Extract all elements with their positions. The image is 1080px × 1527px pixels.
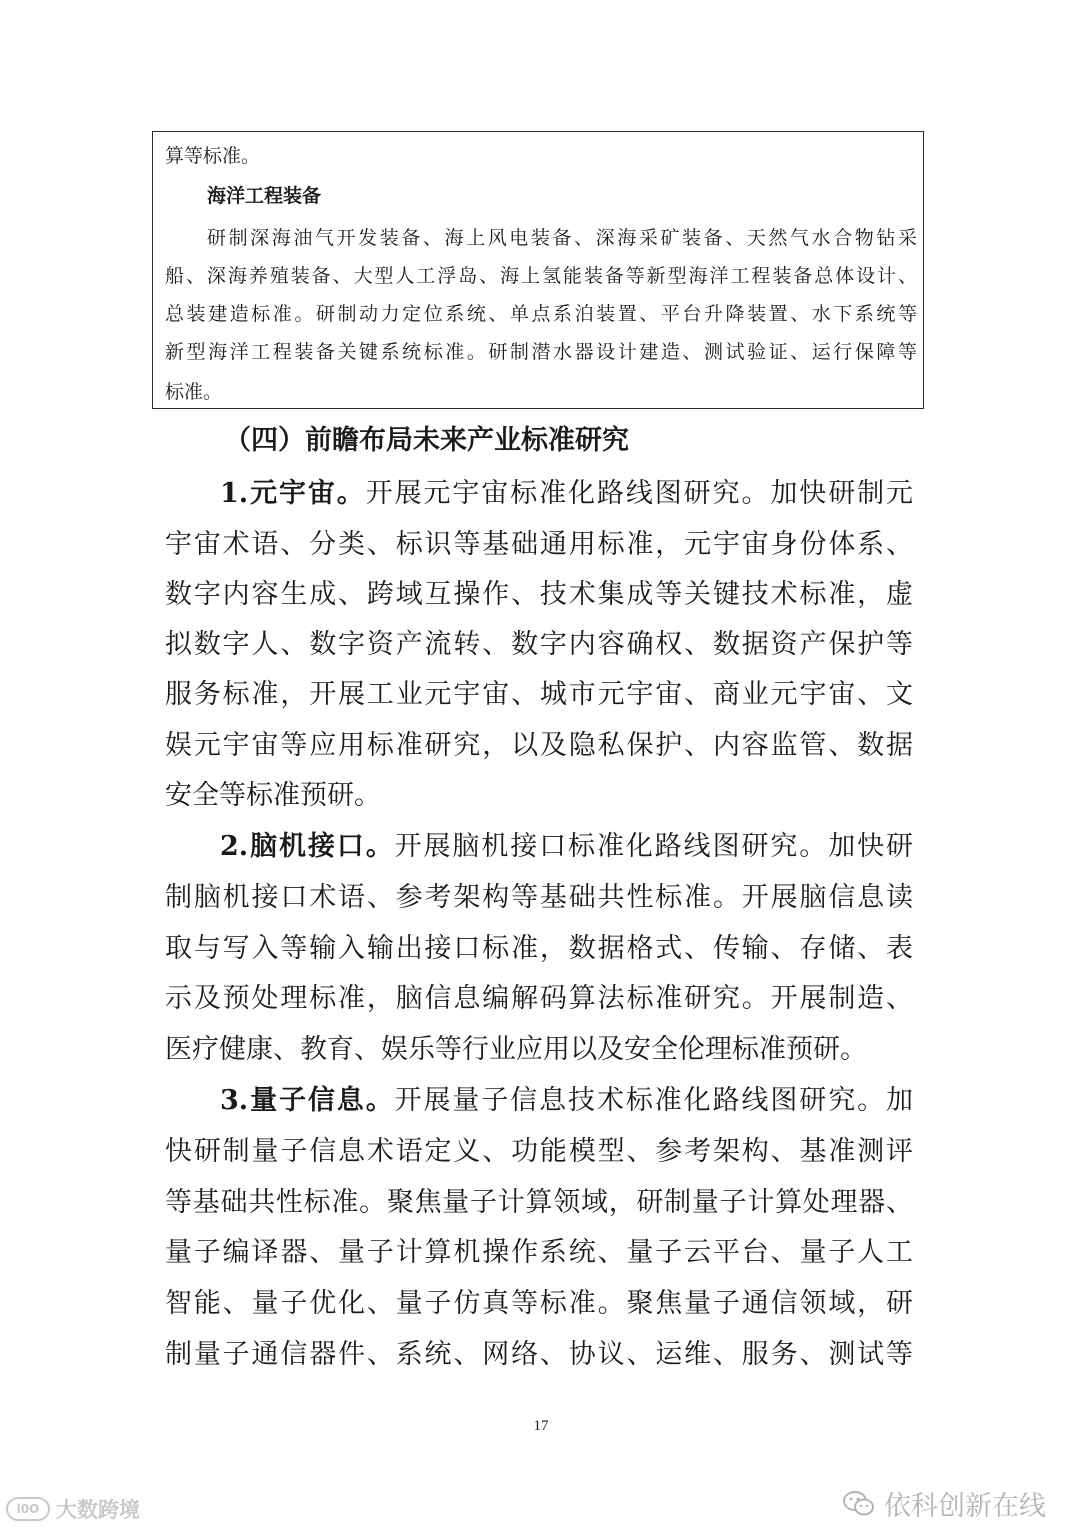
subsection-title: 2.脑机接口。 <box>220 831 395 862</box>
paragraph-line: 安全等标准预研。 <box>165 780 381 811</box>
paragraph-line: 服务标准，开展工业元宇宙、城市元宇宙、商业元宇宙、文 <box>165 679 913 710</box>
box-line: 总装建造标准。研制动力定位系统、单点系泊装置、平台升降装置、水下系统等 <box>165 303 917 325</box>
paragraph-line: 等基础共性标准。聚焦量子计算领域，研制量子计算处理器、 <box>165 1187 913 1218</box>
watermark-logo-icon: l0O <box>6 1497 50 1521</box>
box-line: 船、深海养殖装备、大型人工浮岛、海上氢能装备等新型海洋工程装备总体设计、 <box>165 265 917 287</box>
watermark-left <box>6 1494 140 1524</box>
paragraph-line: 医疗健康、教育、娱乐等行业应用以及安全伦理标准预研。 <box>165 1034 867 1065</box>
paragraph-line: 快研制量子信息术语定义、功能模型、参考架构、基准测评 <box>165 1136 913 1167</box>
paragraph-line: 数字内容生成、跨域互操作、技术集成等关键技术标准，虚 <box>165 579 913 610</box>
watermark-left-text: 大数跨境 <box>56 1498 140 1522</box>
paragraph-line: 2.脑机接口。开展脑机接口标准化路线图研究。加快研 <box>220 831 914 862</box>
paragraph-line: 制量子通信器件、系统、网络、协议、运维、服务、测试等 <box>165 1339 913 1370</box>
paragraph-line: 智能、量子优化、量子仿真等标准。聚焦量子通信领域，研 <box>165 1288 913 1319</box>
box-line: 标准。 <box>165 381 223 403</box>
box-line: 算等标准。 <box>165 145 261 167</box>
paragraph-line: 1.元宇宙。开展元宇宙标准化路线图研究。加快研制元 <box>220 478 914 509</box>
paragraph-line: 娱元宇宙等应用标准研究，以及隐私保护、内容监管、数据 <box>165 730 913 761</box>
watermark-right-text: 依科创新在线 <box>884 1491 1046 1522</box>
subsection-title: 1.元宇宙。 <box>220 478 366 509</box>
paragraph-line: 示及预处理标准，脑信息编解码算法标准研究。开展制造、 <box>165 983 913 1014</box>
box-heading: 海洋工程装备 <box>207 185 322 207</box>
paragraph-line: 取与写入等输入输出接口标准，数据格式、传输、存储、表 <box>165 933 913 964</box>
section-heading: （四）前瞻布局未来产业标准研究 <box>224 425 629 456</box>
paragraph-line: 宇宙术语、分类、标识等基础通用标准，元宇宙身份体系、 <box>165 529 913 560</box>
paragraph-line: 量子编译器、量子计算机操作系统、量子云平台、量子人工 <box>165 1237 913 1268</box>
page-number: 17 <box>533 1418 549 1434</box>
paragraph-line: 制脑机接口术语、参考架构等基础共性标准。开展脑信息读 <box>165 882 913 913</box>
subsection-title: 3.量子信息。 <box>220 1085 395 1116</box>
marine-equipment-box <box>152 131 924 409</box>
box-line: 研制深海油气开发装备、海上风电装备、深海采矿装备、天然气水合物钻采 <box>207 227 917 249</box>
wechat-icon <box>842 1490 876 1518</box>
paragraph-line: 拟数字人、数字资产流转、数字内容确权、数据资产保护等 <box>165 629 913 660</box>
watermark-right <box>842 1484 1046 1523</box>
paragraph-line: 3.量子信息。开展量子信息技术标准化路线图研究。加 <box>220 1085 914 1116</box>
box-line: 新型海洋工程装备关键系统标准。研制潜水器设计建造、测试验证、运行保障等 <box>165 341 917 363</box>
